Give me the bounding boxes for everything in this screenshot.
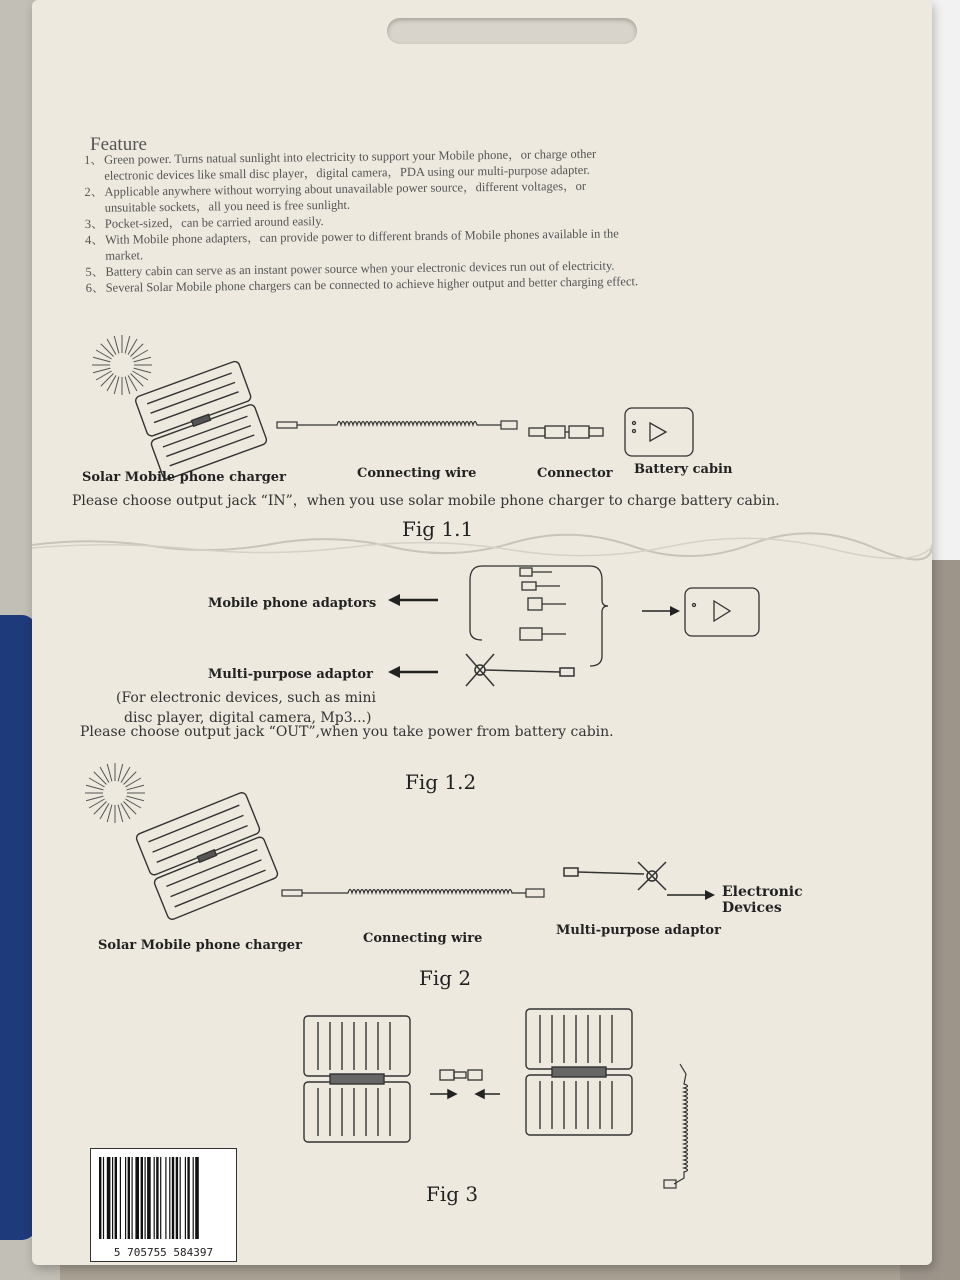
arrow-right-icon	[642, 604, 682, 618]
feature-item-number: 1、	[84, 152, 103, 167]
feature-item-number: 5、	[85, 264, 105, 279]
battery-cabin-illustration-fig12	[682, 585, 764, 641]
solar-charger-illustration	[132, 800, 282, 912]
feature-list	[84, 143, 826, 296]
feature-item-text: Pocket-sized，can be carried around easily.	[104, 214, 324, 231]
feature-title: Feature	[90, 134, 147, 155]
arrow-right-icon	[667, 888, 717, 902]
feature-item-number: 6、	[85, 280, 105, 295]
feature-item-number: 2、	[84, 184, 104, 199]
connector-illustration	[430, 1066, 500, 1106]
caption-fig11: Fig 1.1	[402, 517, 474, 541]
blue-object	[0, 615, 36, 1240]
feature-item-text: Several Solar Mobile phone chargers can be connected to achieve higher output and better charging effect.	[105, 274, 639, 295]
label-solar-charger-fig11: Solar Mobile phone charger	[82, 470, 286, 485]
feature-item-text: electronic devices like small disc player，digital camera，PDA using our multi-purpose adapter.	[104, 162, 590, 183]
solar-charger-open-illustration	[300, 1012, 415, 1147]
solar-charger-illustration	[132, 368, 272, 473]
label-battery-cabin-fig11: Battery cabin	[634, 462, 733, 477]
connector-illustration	[527, 424, 607, 440]
feature-item-text: Battery cabin can serve as an instant power source when your electronic devices run out of electricity.	[105, 258, 615, 279]
barcode	[90, 1148, 237, 1262]
note-fig12: Please choose output jack “OUT”,when you take power from battery cabin.	[80, 724, 614, 740]
label-electronic-devices-line2: Devices	[722, 900, 782, 916]
note-fig11: Please choose output jack “IN”，when you use solar mobile phone charger to charge battery cabin.	[72, 493, 780, 509]
battery-cabin-illustration	[622, 405, 697, 460]
feature-item-number: 4、	[84, 232, 104, 247]
feature-item-text: Green power. Turns natual sunlight into electricity to support your Mobile phone，or charge other	[104, 146, 597, 167]
hang-hole	[387, 18, 637, 44]
label-mobile-phone-adaptors: Mobile phone adaptors	[208, 596, 377, 611]
label-connector-fig11: Connector	[537, 466, 613, 481]
feature-item-text: market.	[105, 248, 144, 263]
multi-purpose-adaptor-illustration	[562, 858, 674, 898]
feature-item-text: unsuitable sockets，all you need is free sunlight.	[104, 197, 351, 215]
label-connecting-wire-fig2: Connecting wire	[363, 931, 483, 946]
arrow-left-icon	[388, 664, 440, 680]
caption-fig3: Fig 3	[426, 1182, 479, 1206]
connecting-wire-illustration	[282, 876, 544, 910]
multi-purpose-adaptor-illustration	[460, 648, 580, 692]
label-connecting-wire-fig11: Connecting wire	[357, 466, 477, 481]
instruction-card	[32, 0, 932, 1265]
sub-note-fig12-line2: disc player, digital camera, Mp3...)	[124, 710, 372, 726]
label-multi-purpose-adaptor-fig12: Multi-purpose adaptor	[208, 667, 373, 682]
crease-line	[32, 535, 932, 555]
caption-fig12: Fig 1.2	[405, 770, 477, 794]
sub-note-fig12-line1: (For electronic devices, such as mini	[116, 690, 376, 706]
feature-item-number: 3、	[84, 216, 104, 231]
label-multi-purpose-adaptor-fig2: Multi-purpose adaptor	[556, 923, 721, 938]
barcode-bars	[99, 1157, 227, 1239]
solar-charger-open-illustration	[522, 1005, 637, 1140]
feature-item-text: With Mobile phone adapters，can provide power to different brands of Mobile phones available in the	[104, 226, 619, 247]
feature-item-text: Applicable anywhere without worrying about unavailable power source，different voltages，or	[104, 178, 587, 199]
label-electronic-devices-line1: Electronic	[722, 884, 803, 900]
barcode-number: 5 705755 584397	[113, 1246, 214, 1259]
caption-fig2: Fig 2	[419, 966, 472, 990]
label-solar-charger-fig2: Solar Mobile phone charger	[98, 938, 302, 953]
coiled-wire-illustration	[660, 1060, 700, 1195]
connecting-wire-illustration	[277, 410, 517, 440]
arrow-left-icon	[388, 592, 440, 608]
